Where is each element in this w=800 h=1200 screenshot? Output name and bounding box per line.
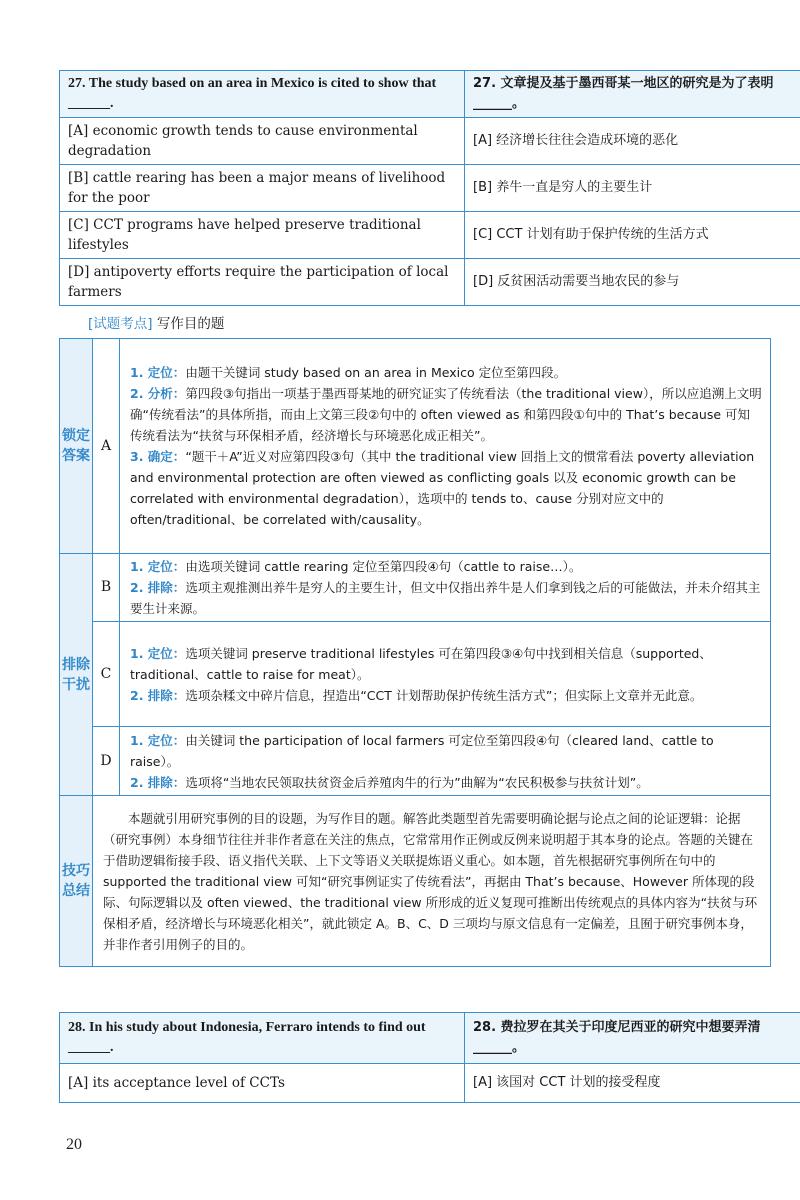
exclude-label: 排除 干扰 [60, 554, 93, 796]
analysis-table [59, 338, 771, 967]
exclude-body-c: 1. 定位：选项关键词 preserve traditional lifestyles 可在第四段③④句中找到相关信息（supported、traditional、cattle to raise for meat）。 2. 排除：选项杂糅文中碎片信息，捏造出“CCT 计划帮助保护传统生活方式”；但实际上文章并无此意。 [120, 622, 771, 727]
option-row-c [60, 212, 800, 259]
option-d-zh: [D] 反贫困活动需要当地农民的参与 [465, 259, 800, 306]
exclude-row-b [60, 554, 771, 622]
question-28-en: 28. In his study about Indonesia, Ferraro intends to find out ______. [60, 1013, 465, 1064]
option-row-d [60, 259, 800, 306]
exclude-body-d: 1. 定位：由关键词 the participation of local farmers 可定位至第四段④句（cleared land、cattle to raise）。 2. 排除：选项将“当地农民领取扶贫资金后养殖肉牛的行为”曲解为“农民积极参与扶贫计划”。 [120, 727, 771, 796]
option-c-zh: [C] CCT 计划有助于保护传统的生活方式 [465, 212, 800, 259]
option-c-en: [C] CCT programs have helped preserve traditional lifestyles [60, 212, 465, 259]
lock-answer-label: 锁定 答案 [60, 339, 93, 554]
exclude-row-c [60, 622, 771, 727]
q28-option-a-zh: [A] 该国对 CCT 计划的接受程度 [465, 1064, 800, 1103]
exclude-body-b: 1. 定位：由选项关键词 cattle rearing 定位至第四段④句（cattle to raise…）。 2. 排除：选项主观推测出养牛是穷人的主要生计，但文中仅指出养牛是人们拿到钱之后的可能做法，并未介绍其主要生计来源。 [120, 554, 771, 622]
option-row-b [60, 165, 800, 212]
option-row-a [60, 1064, 800, 1103]
test-point-text: 写作目的题 [156, 316, 225, 332]
option-b-zh: [B] 养牛一直是穷人的主要生计 [465, 165, 800, 212]
exclude-row-d [60, 727, 771, 796]
exclude-option-d: D [93, 727, 120, 796]
option-a-en: [A] economic growth tends to cause environmental degradation [60, 118, 465, 165]
lock-answer-row [60, 339, 771, 554]
page-number: 20 [66, 1136, 82, 1153]
tips-body: 本题就引用研究事例的目的设题，为写作目的题。解答此类题型首先需要明确论据与论点之间的论证逻辑：论据（研究事例）本身细节往往并非作者意在关注的焦点，它常常用作正例或反例来说明超于其本身的论点。答题的关键在于借助逻辑衔接手段、语义指代关联、上下文等语义关联提炼语义重心。如本题，首先根据研究事例所在句中的 supported the traditional view 可知“研究事例证实了传统看法”，再据由 That’s because、However 所体现的段际、句际逻辑以及 often viewed、the traditional view 所形成的近义复现可推断出传统观点的具体内容为“扶贫与环保相矛盾，经济增长与环境恶化相关”，就此锁定 A。B、C、D 三项均与原文信息有一定偏差，且囿于研究事例本身，并非作者引用例子的目的。 [93, 796, 771, 967]
question-28-table [59, 1012, 800, 1103]
tips-label: 技巧 总结 [60, 796, 93, 967]
exclude-option-b: B [93, 554, 120, 622]
option-row-a [60, 118, 800, 165]
question-row [60, 1013, 800, 1064]
question-27-table [59, 70, 800, 306]
answer-option: A [93, 339, 120, 554]
question-row [60, 71, 800, 118]
lock-answer-body: 1. 定位：由题干关键词 study based on an area in Mexico 定位至第四段。 2. 分析：第四段③句指出一项基于墨西哥某地的研究证实了传统看法（the traditional view），所以应追溯上文明确“传统看法”的具体所指，而由上文第三段②句中的 often viewed as 和第四段①句中的 That’s because 可知传统看法为“扶贫与环保相矛盾，经济增长与环境恶化成正相关”。 3. 确定：“题干＋A”近义对应第四段③句（其中 the traditional view 回指上文的惯常看法 poverty alleviation and environmental protection are often viewed as conflicting goals 以及 economic growth can be correlated with environmental degradation），选项中的 tends to、cause 分别对应文中的 often/traditional、be correlated with/causality。 [120, 339, 771, 554]
test-point [88, 312, 224, 332]
option-a-zh: [A] 经济增长往往会造成环境的恶化 [465, 118, 800, 165]
question-28-zh: 28. 费拉罗在其关于印度尼西亚的研究中想要弄清______。 [465, 1013, 800, 1064]
q28-option-a-en: [A] its acceptance level of CCTs [60, 1064, 465, 1103]
question-27-zh: 27. 文章提及基于墨西哥某一地区的研究是为了表明______。 [465, 71, 800, 118]
question-27-en: 27. The study based on an area in Mexico is cited to show that ______. [60, 71, 465, 118]
option-d-en: [D] antipoverty efforts require the participation of local farmers [60, 259, 465, 306]
test-point-tag: [试题考点] [88, 316, 153, 332]
tips-row [60, 796, 771, 967]
option-b-en: [B] cattle rearing has been a major means of livelihood for the poor [60, 165, 465, 212]
exclude-option-c: C [93, 622, 120, 727]
